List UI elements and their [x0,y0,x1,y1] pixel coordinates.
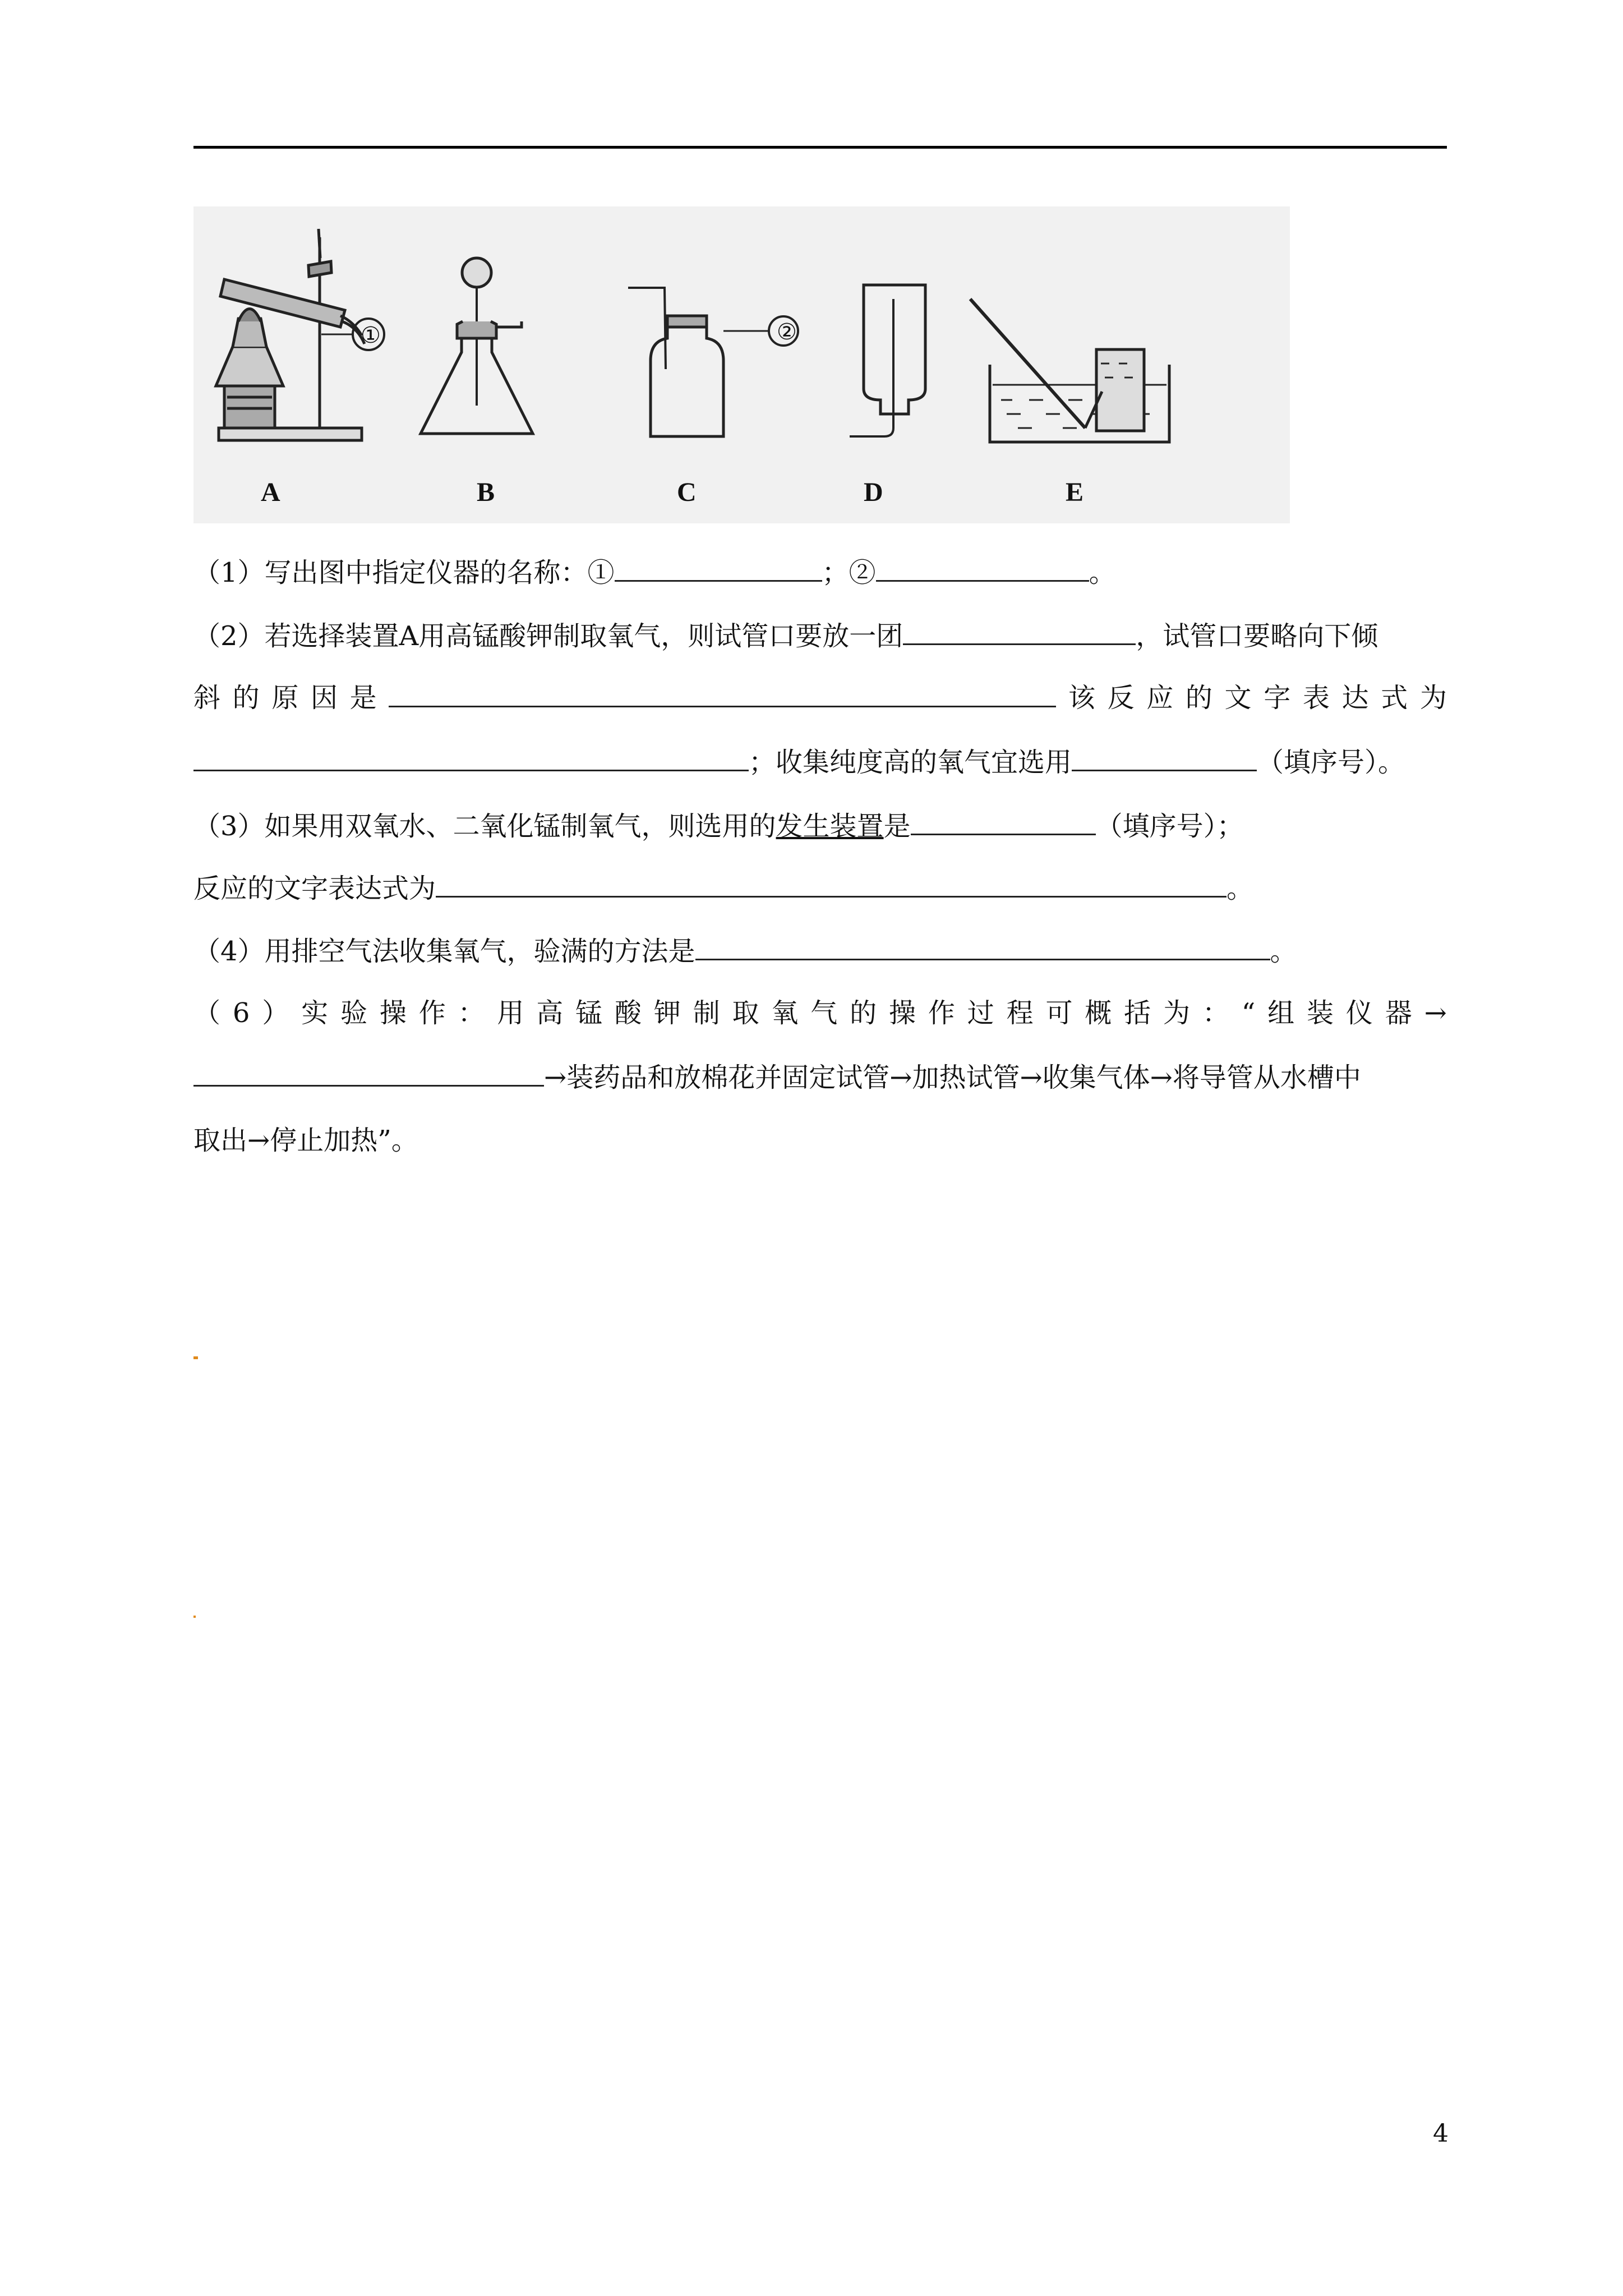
q2-line2-s9: 为 [1419,682,1447,714]
q2-line2-s7: 达 [1341,682,1369,714]
q6-line1-char: 可 [1045,997,1073,1029]
q6-line3: 取出→停止加热”。 [193,1125,418,1156]
apparatus-c [628,288,798,436]
q2-line2-c2: 原 [271,682,299,714]
q6-line1-char: 括 [1124,997,1151,1029]
q6-line1-char: 酸 [614,997,642,1029]
q6-line1-char: 气 [810,997,838,1029]
q2-line2-c3: 因 [310,682,338,714]
q6-line1-char: 过 [967,997,994,1029]
scan-speck [193,1616,196,1618]
q6-blank-step[interactable] [193,1060,544,1087]
q4-blank-method[interactable] [695,934,1270,960]
question-2-line-3 [193,745,1447,779]
question-2-line-1 [193,619,1447,653]
question-3-line-2 [193,871,1447,905]
q2-line2-s2: 应 [1146,682,1174,714]
apparatus-e [970,299,1169,442]
q6-line1-char: 作 [418,997,446,1029]
q6-line1-char: 实 [301,997,329,1029]
header-rule [193,146,1447,149]
q2-line2-s5: 字 [1264,682,1291,714]
callout-2: ② [777,319,797,344]
page-number: 4 [1433,2119,1449,2148]
q2-line3-mid: ；收集纯度高的氧气宜选用 [749,747,1072,778]
q2-line2-s1: 反 [1107,682,1135,714]
apparatus-figure [193,206,1290,523]
question-3-line-1 [193,809,1447,843]
q3-line1-prefix: （3）如果用双氧水、二氧化锰制氧气，则选用的 [193,811,776,842]
q3-line2-end: 。 [1227,873,1254,904]
q6-line1-char: 高 [536,997,564,1029]
q1-blank-1[interactable] [615,555,822,582]
q6-line1-char: ： [458,997,485,1029]
q2-line2-s4: 文 [1224,682,1252,714]
q6-line1-char: 氧 [771,997,799,1029]
q6-line1-char: 用 [497,997,524,1029]
q6-line1-char: 钾 [653,997,681,1029]
q6-line1-char: 制 [693,997,720,1029]
q2-line2-s3: 的 [1185,682,1212,714]
q6-line1-char: 作 [928,997,955,1029]
q4-end: 。 [1270,936,1297,967]
q2-line2-c4: 是 [349,682,377,714]
q3-blank-expression[interactable] [436,871,1227,898]
q3-line2-prefix: 反应的文字表达式为 [193,873,436,904]
figure-label-e: E [1066,477,1084,507]
q6-line1-char: ： [1202,997,1229,1029]
figure-label-b: B [477,477,495,507]
q6-line1-char: 取 [732,997,759,1029]
q2-line2-s6: 表 [1302,682,1330,714]
q6-line1-char: 6 [232,997,250,1029]
q6-line1-char: → [1424,997,1447,1029]
q6-line1-char: 程 [1006,997,1034,1029]
q6-line1-char: （ [193,997,221,1029]
q2-line2-c0: 斜 [193,682,221,714]
q2-line1-suffix: ，试管口要略向下倾 [1136,620,1378,652]
q2-blank-expression[interactable] [193,745,749,771]
apparatus-b [421,258,533,434]
q1-blank-2[interactable] [876,555,1089,582]
q2-blank-collect[interactable] [1072,745,1257,771]
q6-line1-char: 组 [1267,997,1295,1029]
q6-line1-char: 的 [850,997,877,1029]
q6-line1-char: “ [1241,997,1256,1029]
q6-line1-char: 装 [1306,997,1334,1029]
q2-blank-reason[interactable] [389,681,1056,707]
q2-line2-s8: 式 [1381,682,1408,714]
q3-line1-mid: 是 [883,811,911,842]
apparatus-a [216,229,384,440]
question-1 [193,555,1447,590]
q3-underlined-term: 发生装置 [776,811,884,842]
question-6-line-3 [193,1124,1447,1157]
q1-prefix: （1）写出图中指定仪器的名称：① [193,557,615,588]
q1-end: 。 [1089,557,1116,588]
q6-line1-char: 器 [1385,997,1412,1029]
q6-line1-char: 为 [1163,997,1191,1029]
q3-blank-device[interactable] [911,809,1096,835]
q2-line2-s0: 该 [1068,682,1095,714]
question-6-line-1 [193,996,1447,1030]
q6-line1-char: ） [262,997,289,1029]
apparatus-d [850,285,925,436]
q3-line1-end: （填序号）； [1095,811,1244,842]
q6-line1-char: 锰 [575,997,603,1029]
q4-prefix: （4）用排空气法收集氧气，验满的方法是 [193,936,695,967]
figure-label-c: C [677,477,697,507]
q6-line1-char: 验 [340,997,367,1029]
figure-label-d: D [864,477,883,507]
q6-line1-char: 操 [889,997,916,1029]
question-2-line-2 [193,681,1447,715]
question-4 [193,934,1447,968]
question-6-line-2 [193,1060,1447,1094]
q6-line2-suffix: →装药品和放棉花并固定试管→加热试管→收集气体→将导管从水槽中 [544,1062,1361,1093]
q2-blank-cotton[interactable] [903,619,1136,645]
q6-line1-char: 概 [1085,997,1112,1029]
q1-sep: ；② [822,557,876,588]
q6-line1-char: 操 [379,997,407,1029]
q2-line1-prefix: （2）若选择装置A用高锰酸钾制取氧气，则试管口要放一团 [193,620,903,652]
figure-label-a: A [261,477,280,507]
scan-speck [193,1356,198,1359]
q2-line3-end: （填序号）。 [1257,747,1405,778]
callout-1: ① [361,323,381,348]
q6-line1-char: 仪 [1345,997,1373,1029]
q2-line2-c1: 的 [232,682,260,714]
